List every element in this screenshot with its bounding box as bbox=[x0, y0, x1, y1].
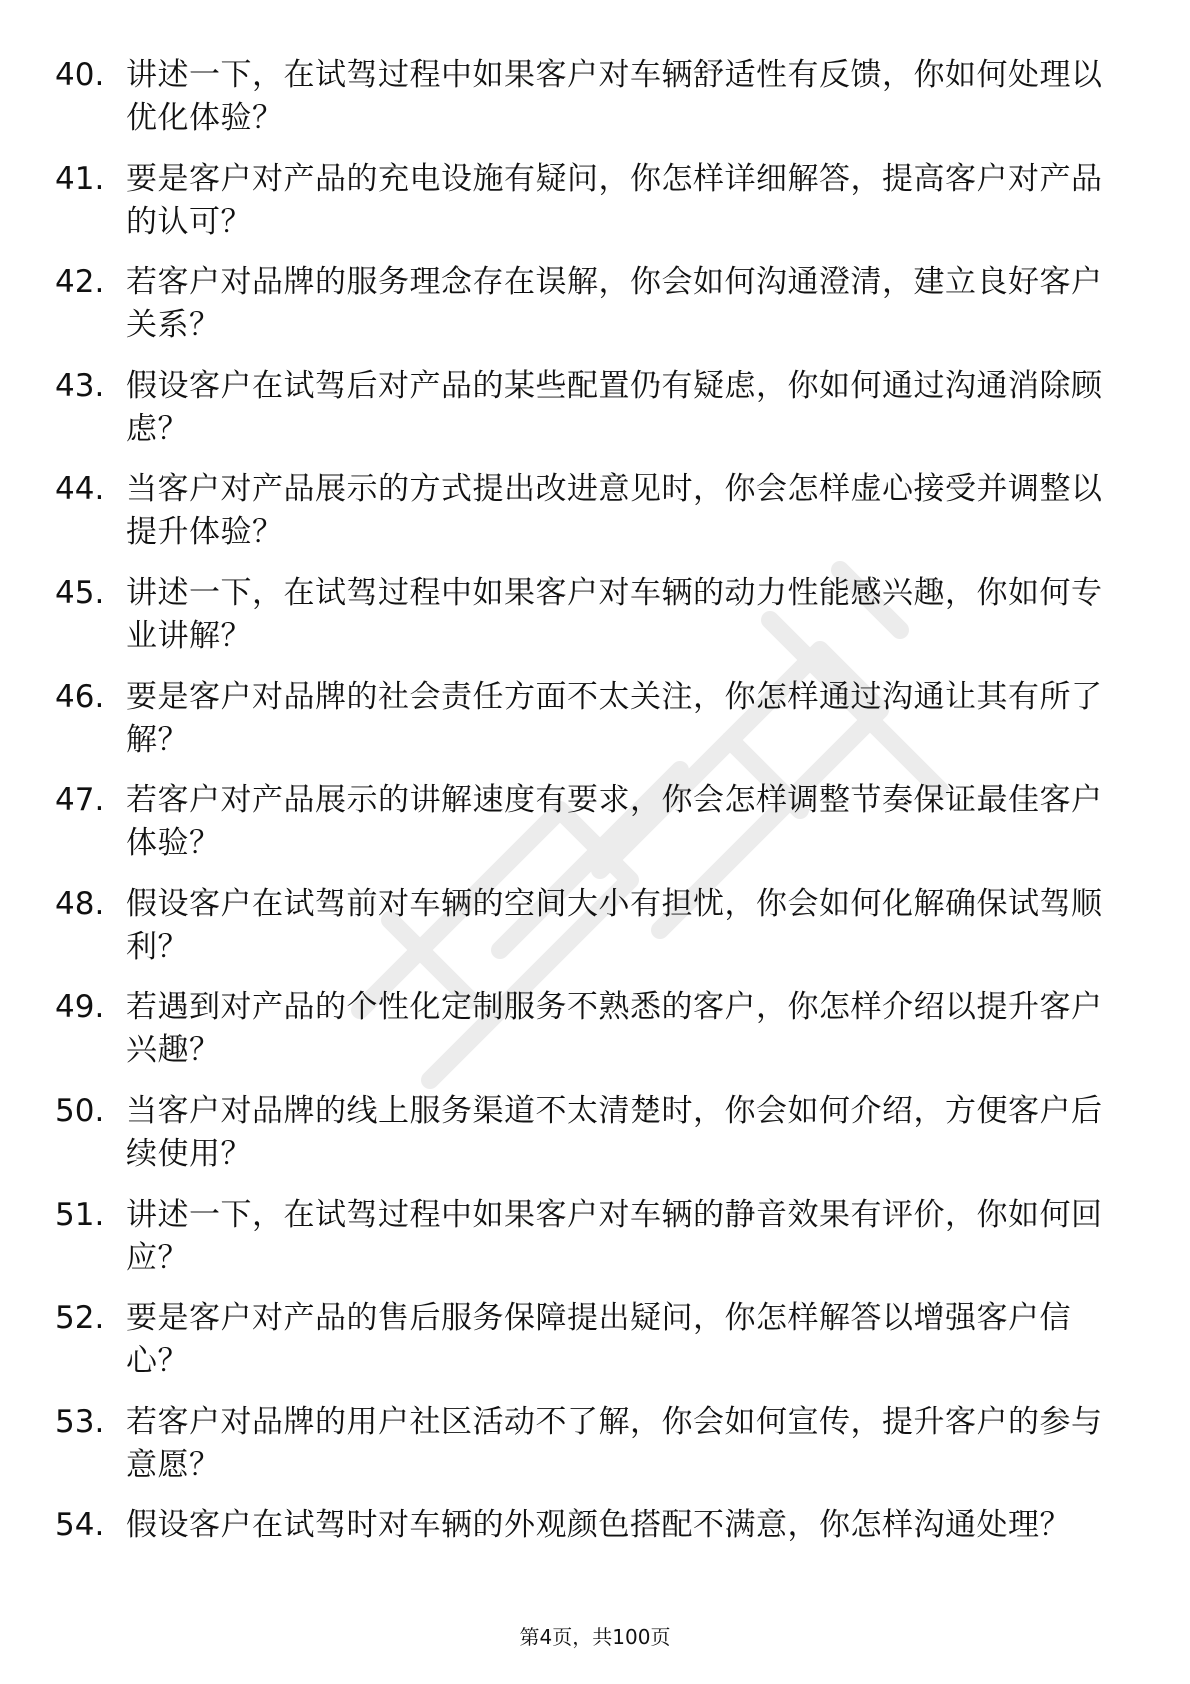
question-number: 52. bbox=[55, 1300, 105, 1337]
question-list bbox=[55, 54, 1105, 1608]
question-text: 要是客户对品牌的社会责任方面不太关注，你怎样通过沟通让其有所了解？ bbox=[126, 678, 1103, 758]
question-text: 假设客户在试驾后对产品的某些配置仍有疑虑，你如何通过沟通消除顾虑？ bbox=[126, 367, 1103, 447]
question-text: 当客户对品牌的线上服务渠道不太清楚时，你会如何介绍，方便客户后续使用？ bbox=[126, 1092, 1103, 1172]
question-number: 53. bbox=[55, 1403, 105, 1440]
question-text: 要是客户对产品的充电设施有疑问，你怎样详细解答，提高客户对产品的认可？ bbox=[126, 160, 1103, 240]
question-number: 41. bbox=[55, 160, 105, 197]
question-item bbox=[55, 676, 1105, 780]
question-text: 当客户对产品展示的方式提出改进意见时，你会怎样虚心接受并调整以提升体验？ bbox=[126, 471, 1103, 551]
question-number: 43. bbox=[55, 367, 105, 404]
question-number: 47. bbox=[55, 782, 105, 819]
question-number: 48. bbox=[55, 885, 105, 922]
question-item bbox=[55, 261, 1105, 365]
question-text: 若客户对品牌的用户社区活动不了解，你会如何宣传，提升客户的参与意愿？ bbox=[126, 1403, 1103, 1483]
question-number: 45. bbox=[55, 574, 105, 611]
question-item bbox=[55, 1401, 1105, 1505]
question-item bbox=[55, 986, 1105, 1090]
question-item bbox=[55, 1297, 1105, 1401]
question-number: 44. bbox=[55, 471, 105, 508]
question-text: 假设客户在试驾前对车辆的空间大小有担忧，你会如何化解确保试驾顺利？ bbox=[126, 885, 1103, 965]
question-text: 讲述一下，在试驾过程中如果客户对车辆的动力性能感兴趣，你如何专业讲解？ bbox=[126, 574, 1103, 654]
question-text: 若遇到对产品的个性化定制服务不熟悉的客户，你怎样介绍以提升客户兴趣？ bbox=[126, 989, 1103, 1069]
question-item bbox=[55, 779, 1105, 883]
question-text: 若客户对品牌的服务理念存在误解，你会如何沟通澄清，建立良好客户关系？ bbox=[126, 264, 1103, 344]
question-item bbox=[55, 468, 1105, 572]
question-item bbox=[55, 1504, 1105, 1608]
question-number: 51. bbox=[55, 1196, 105, 1233]
question-number: 40. bbox=[55, 57, 105, 93]
question-number: 46. bbox=[55, 678, 105, 715]
question-number: 54. bbox=[55, 1507, 105, 1544]
question-item bbox=[55, 572, 1105, 676]
question-text: 讲述一下，在试驾过程中如果客户对车辆的静音效果有评价，你如何回应？ bbox=[126, 1196, 1103, 1276]
question-number: 49. bbox=[55, 989, 105, 1026]
question-text: 假设客户在试驾时对车辆的外观颜色搭配不满意，你怎样沟通处理？ bbox=[126, 1507, 1071, 1544]
question-number: 50. bbox=[55, 1092, 105, 1129]
question-item bbox=[55, 883, 1105, 987]
question-text: 讲述一下，在试驾过程中如果客户对车辆舒适性有反馈，你如何处理以优化体验？ bbox=[126, 57, 1103, 136]
question-text: 要是客户对产品的售后服务保障提出疑问，你怎样解答以增强客户信心？ bbox=[126, 1300, 1071, 1380]
question-item bbox=[55, 1090, 1105, 1194]
question-number: 42. bbox=[55, 264, 105, 301]
page-footer: 第4页，共100页 bbox=[519, 1625, 671, 1649]
question-item bbox=[55, 158, 1105, 262]
question-text: 若客户对产品展示的讲解速度有要求，你会怎样调整节奏保证最佳客户体验？ bbox=[126, 782, 1103, 862]
question-item bbox=[55, 1194, 1105, 1298]
question-item bbox=[55, 54, 1105, 158]
question-item bbox=[55, 365, 1105, 469]
